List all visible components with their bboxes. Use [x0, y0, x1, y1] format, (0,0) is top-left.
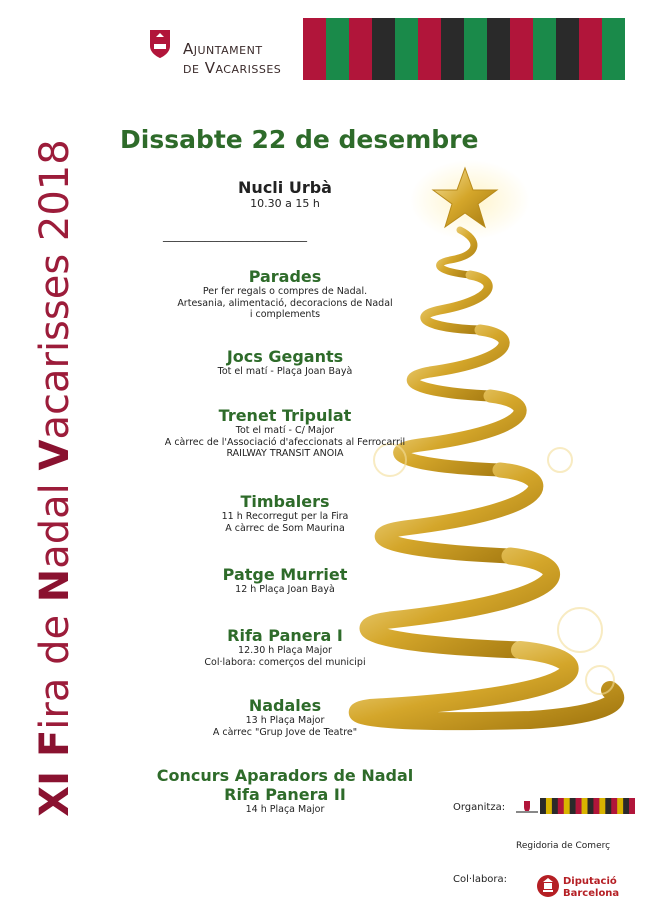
- program-item-rifa-panera-1: [135, 626, 435, 668]
- diputacio-name-line2: Barcelona: [563, 888, 620, 899]
- program-item-title: Patge Murriet: [222, 565, 348, 584]
- stripe-banner: [303, 18, 625, 80]
- stripe: [593, 798, 599, 814]
- program-item-title: Rifa Panera I: [227, 626, 343, 645]
- stripe: [510, 18, 534, 80]
- vertical-title: [0, 0, 110, 908]
- program-item-trenet-tripulat: [135, 406, 435, 460]
- fair-title: XI Fira de Nadal Vacarisses 2018: [32, 139, 78, 817]
- organitza-label: Organitza:: [453, 802, 506, 813]
- diputacio-name-line1: Diputació: [563, 876, 617, 887]
- program-item-line: 12 h Plaça Joan Bayà: [235, 584, 335, 595]
- stripe: [395, 18, 419, 80]
- diputacio-logo-icon: [536, 874, 560, 898]
- program-item-title: Nadales: [248, 696, 322, 715]
- divider: ________________________: [163, 228, 307, 242]
- program-item-line: RAILWAY TRANSIT ANOIA: [226, 448, 344, 459]
- program-item-concurs-aparadors: [135, 766, 435, 816]
- small-stripe-banner: [540, 798, 635, 818]
- stripe: [349, 18, 373, 80]
- stripe: [599, 798, 605, 814]
- ajuntament-shield-icon: [148, 28, 172, 60]
- program-item-jocs-gegants: [135, 347, 435, 378]
- stripe: [487, 18, 511, 80]
- stripe: [576, 798, 582, 814]
- stripe: [629, 798, 635, 814]
- program-item-line: 12.30 h Plaça Major: [238, 645, 332, 656]
- event-date: Dissabte 22 de desembre: [120, 125, 479, 154]
- program-item-line: Artesania, alimentació, decoracions de Nadal: [177, 297, 393, 309]
- program-item-line: 11 h Recorregut per la Fira: [221, 511, 349, 522]
- program-item-title: Timbalers: [240, 492, 330, 511]
- stripe: [533, 18, 557, 80]
- stripe: [303, 18, 327, 80]
- org-name-line2: de Vacarisses: [183, 59, 282, 77]
- stripe: [552, 798, 558, 814]
- program-item-patge-murriet: [135, 565, 435, 596]
- stripe: [623, 798, 629, 814]
- stripe: [602, 18, 625, 80]
- stripe: [540, 798, 546, 814]
- stripe: [558, 798, 564, 814]
- stripe: [326, 18, 350, 80]
- program-item-line: 14 h Plaça Major: [245, 804, 325, 815]
- stripe: [617, 798, 623, 814]
- stripe: [464, 18, 488, 80]
- program-item-line: A càrrec de l'Associació d'afeccionats al Ferrocarril: [164, 436, 406, 448]
- program-item-line: Per fer regals o compres de Nadal.: [202, 286, 368, 297]
- stripe: [372, 18, 396, 80]
- stripe: [546, 798, 552, 814]
- stripe: [582, 798, 588, 814]
- program-item-title: Trenet Tripulat: [218, 406, 352, 425]
- collabora-label: Col·labora:: [453, 874, 508, 885]
- stripe: [564, 798, 570, 814]
- stripe: [441, 18, 465, 80]
- program-item-line: 13 h Plaça Major: [245, 715, 325, 726]
- stripe: [579, 18, 603, 80]
- stripe: [418, 18, 442, 80]
- program-item-line: 10.30 a 15 h: [250, 197, 320, 210]
- program-item-timbalers: [135, 492, 435, 534]
- stripe: [570, 798, 576, 814]
- program-item-line: Tot el matí - Plaça Joan Bayà: [217, 366, 353, 377]
- stripe: [611, 798, 617, 814]
- program-item-nucli-urba: [135, 178, 435, 211]
- program-item-line: Tot el matí - C/ Major: [235, 425, 335, 436]
- program-item-title: Parades: [248, 267, 322, 286]
- org-name-line1: Ajuntament: [183, 40, 263, 58]
- program-item-line: Col·labora: comerços del municipi: [204, 656, 366, 668]
- program-item-title: Concurs Aparadors de Nadal: [156, 766, 414, 785]
- stripe: [605, 798, 611, 814]
- program-item-line: A càrrec de Som Maurina: [225, 522, 345, 534]
- stripe: [588, 798, 594, 814]
- program-item-nadales: [135, 696, 435, 738]
- regidoria-label: Regidoria de Comerç: [516, 841, 611, 851]
- program-item-title: Jocs Gegants: [226, 347, 344, 366]
- stripe: [556, 18, 580, 80]
- ajuntament-small-logo-icon: [516, 800, 538, 814]
- program-item-line: i complements: [249, 309, 321, 320]
- program-item-line: A càrrec "Grup Jove de Teatre": [212, 726, 358, 738]
- program-item-title: Nucli Urbà: [238, 178, 332, 197]
- program-item-parades: [135, 267, 435, 321]
- program-item-title-2: Rifa Panera II: [224, 785, 346, 804]
